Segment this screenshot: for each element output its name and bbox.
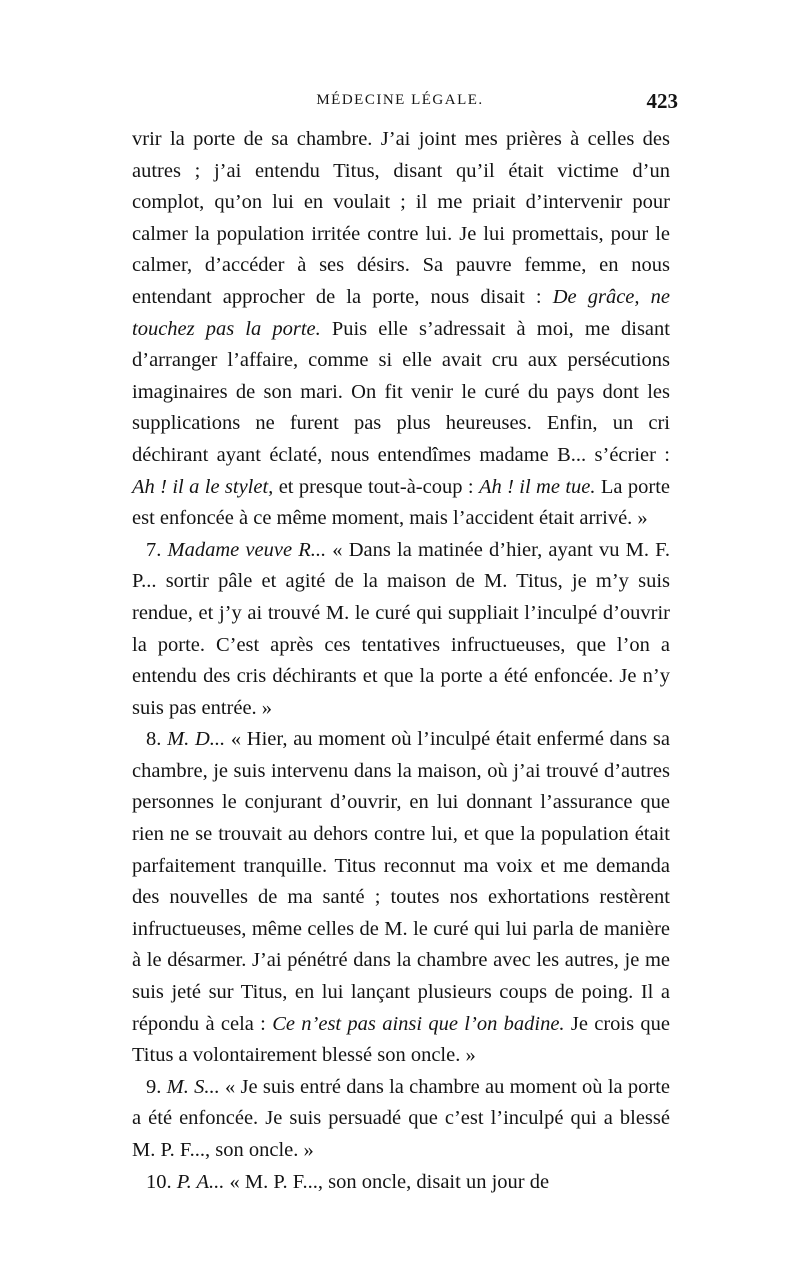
text-run: « Dans la matinée d’hier, ayant vu M. F. P... sortir pâle et agité de la maison de M. Titus, je m’y suis rendue, et j’y ai trouvé M. le curé qui suppliait l’inculpé d’ouvrir la porte. C’est après ces tentatives infructueuses, que l’on a entendu des cris déchirants et que la porte a été enfoncée. Je n’y suis pas entrée. » [132, 538, 670, 719]
text-run: vrir la porte de sa chambre. J’ai joint mes prières à celles des autres ; j’ai entendu Titus, disant qu’il était victime d’un complot, qu’on lui en voulait ; il me priait d’intervenir pour calmer la population irritée contre lui. Je lui promettais, pour le calmer, d’accéder à ses désirs. Sa pauvre femme, en nous entendant approcher de la porte, nous disait : [132, 128, 670, 308]
running-title: MÉDECINE LÉGALE. [316, 92, 484, 108]
witness-name: Madame veuve R... [167, 538, 327, 561]
text-run: « M. P. F..., son oncle, disait un jour de [224, 1170, 550, 1193]
italic-quote: De grâce, ne touchez pas la porte. [132, 285, 670, 340]
text-run: La porte est enfoncée à ce même moment, mais l’accident était arrivé. » [132, 475, 671, 530]
text-run: « Hier, au moment où l’inculpé était enfermé dans sa chambre, je suis intervenu dans la maison, où j’ai trouvé d’autres personnes le conjurant d’ouvrir, en lui donnant l’assurance que rien ne se trouvait au dehors contre lui, et que la population était parfaitement tranquille. Titus reconnut ma voix et me demanda des nouvelles de ma santé ; toutes nos exhortations restèrent infructueuses, même celles de M. le curé qui lui parla de manière à le désarmer. J’ai pénétré dans la chambre avec les autres, je me suis jeté sur Titus, en lui lançant plusieurs coups de poing. Il a répondu à cela : [132, 728, 671, 1035]
page-header [0, 89, 800, 120]
italic-quote: Ah ! il a le stylet, [132, 475, 274, 498]
page-number: 423 [646, 89, 678, 113]
italic-quote: Ce n’est pas ainsi que l’on badine. [272, 1012, 565, 1035]
testimony-10 [132, 1167, 670, 1199]
italic-quote: Ah ! il me tue. [478, 475, 596, 498]
body-text [132, 124, 670, 1198]
testimony-8 [132, 724, 670, 1072]
witness-name: M. D... [167, 728, 226, 751]
text-run: et presque tout-à-coup : [273, 475, 479, 498]
testimony-number: 10. [146, 1170, 177, 1193]
text-run: Je crois que Titus a volontairement blessé son oncle. » [132, 1012, 671, 1067]
testimony-7 [132, 535, 670, 725]
witness-name: P. A... [176, 1170, 225, 1193]
testimony-9 [132, 1072, 670, 1167]
witness-name: M. S... [166, 1075, 220, 1098]
testimony-number: 8. [146, 728, 168, 751]
text-run: Puis elle s’adressait à moi, me disant d’arranger l’affaire, comme si elle avait cru aux persécutions imaginaires de son mari. On fit venir le curé du pays dont les supplications ne furent pas plus heureuses. Enfin, un cri déchirant ayant éclaté, nous entendîmes madame B... s’écrier : [132, 317, 670, 466]
testimony-number: 9. [146, 1075, 167, 1098]
text-run: « Je suis entré dans la chambre au moment où la porte a été enfoncée. Je suis persuadé que c’est l’inculpé qui a blessé M. P. F..., son oncle. » [132, 1075, 670, 1161]
paragraph-continuation [132, 124, 670, 535]
testimony-number: 7. [146, 538, 168, 561]
